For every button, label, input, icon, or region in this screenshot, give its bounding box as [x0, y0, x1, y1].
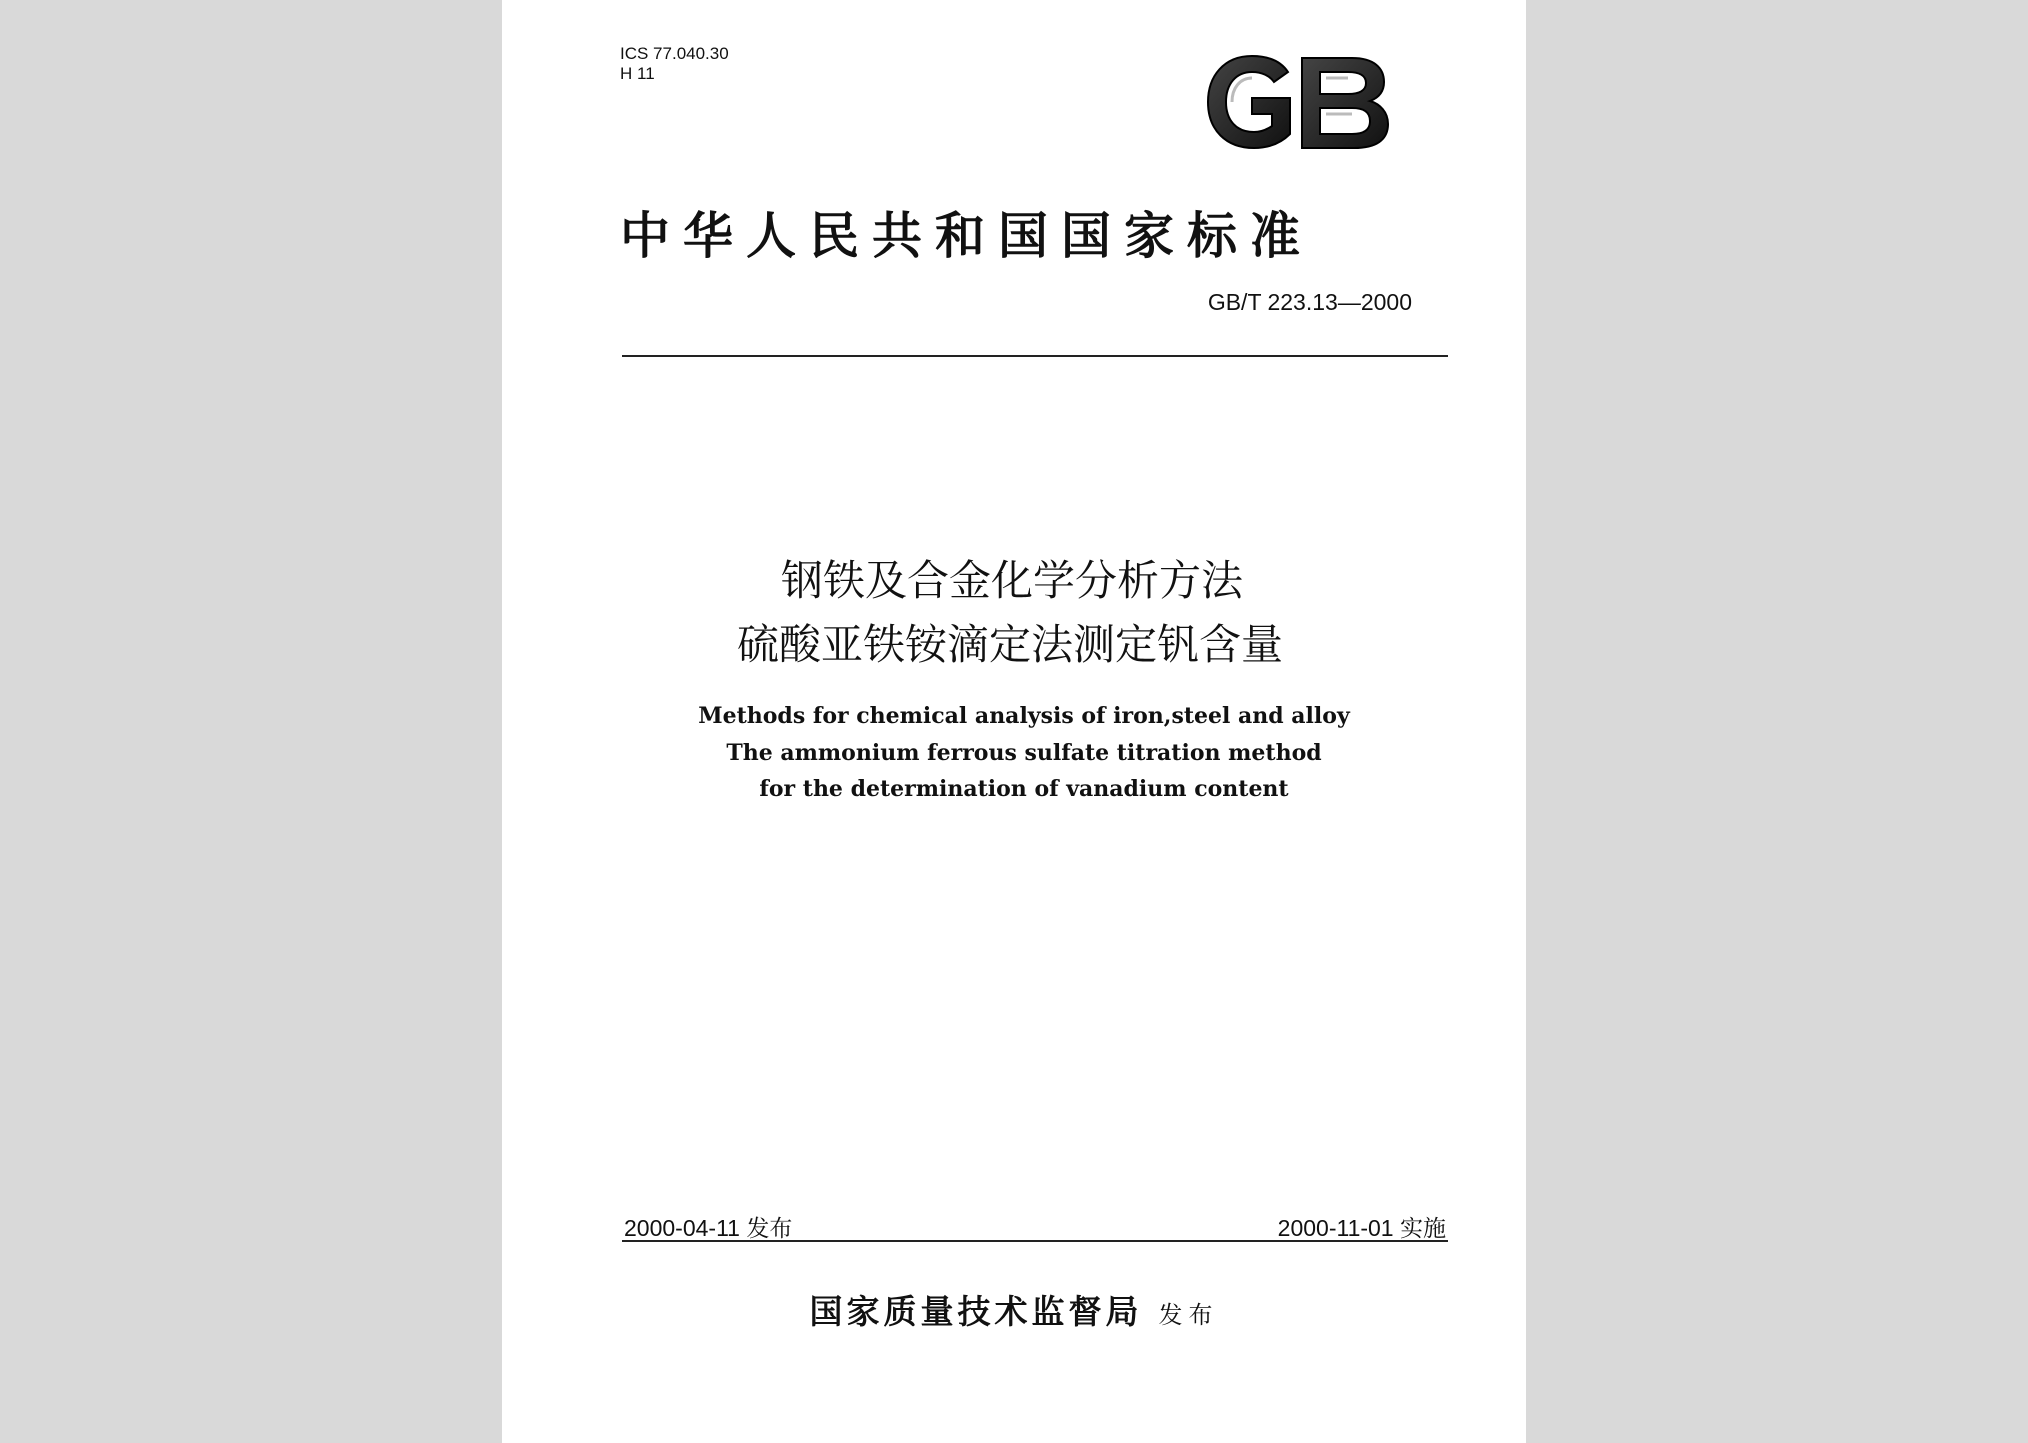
header-divider [622, 355, 1448, 357]
national-standard-title: 中华人民共和国国家标准 [620, 207, 1313, 265]
english-title-line-2: The ammonium ferrous sulfate titration method [726, 740, 1322, 766]
english-title-line-1: Methods for chemical analysis of iron,steel and alloy [698, 703, 1350, 729]
gb-logo [1202, 52, 1390, 152]
publisher-line [502, 1286, 1526, 1333]
chinese-title-line-2: 硫酸亚铁铵滴定法测定钒含量 [736, 620, 1283, 669]
classification-codes [620, 44, 729, 84]
english-title-line-3: for the determination of vanadium content [759, 776, 1289, 802]
ics-code: ICS 77.040.30 [620, 44, 729, 63]
document-page [502, 0, 1526, 1443]
standard-number: GB/T 223.13—2000 [1207, 289, 1412, 315]
chinese-title-line-1: 钢铁及合金化学分析方法 [780, 556, 1243, 605]
effective-date: 2000-11-01 实施 [1277, 1215, 1446, 1241]
publisher-action: 发布 [1158, 1301, 1219, 1329]
publisher-org: 国家质量技术监督局 [809, 1292, 1143, 1331]
issue-date: 2000-04-11 发布 [624, 1215, 793, 1241]
footer-divider [622, 1240, 1448, 1242]
class-code: H 11 [620, 64, 655, 83]
